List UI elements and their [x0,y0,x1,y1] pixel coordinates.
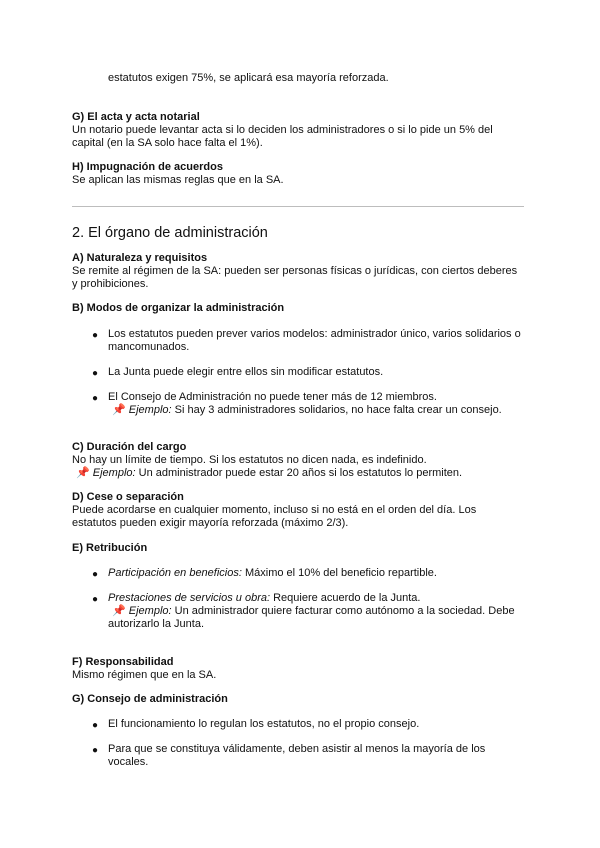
section-text-cese: Puede acordarse en cualquier momento, incluso si no está en el orden del día. Los estatutos pueden exigir mayoría reforzada (máximo 2/3). [72,504,477,529]
list-item [108,592,420,605]
example-text: Un administrador quiere facturar como autónomo a la sociedad. Debe autorizarlo la Junta. [108,605,515,630]
bullet-icon: ● [92,594,99,605]
section-heading-retribucion: E) Retribución [72,542,148,554]
list-item: El Consejo de Administración no puede tener más de 12 miembros. [108,391,437,403]
section-divider [72,206,524,207]
section-heading-modos: B) Modos de organizar la administración [72,302,285,314]
list-item: El funcionamiento lo regulan los estatutos, no el propio consejo. [108,718,420,730]
section-text-duracion: No hay un límite de tiempo. Si los estatutos no dicen nada, es indefinido. [72,454,427,466]
example-label: Ejemplo: [92,467,136,479]
section-heading-responsabilidad: F) Responsabilidad [72,656,174,668]
bullet-icon: ● [92,393,99,404]
example-line [108,605,526,631]
example-text: Si hay 3 administradores solidarios, no hace falta crear un consejo. [171,404,502,416]
list-item-text: Requiere acuerdo de la Junta. [270,592,421,604]
list-item-label: Participación en beneficios: [108,567,242,579]
list-item: Los estatutos pueden prever varios modelos: administrador único, varios solidarios o mancomunados. [108,328,521,353]
section-heading-naturaleza: A) Naturaleza y requisitos [72,252,208,264]
bullet-icon: ● [92,745,99,756]
list-item-text: Máximo el 10% del beneficio repartible. [241,567,437,579]
list-item: Para que se constituya válidamente, deben asistir al menos la mayoría de los vocales. [108,743,486,768]
section-heading-cese: D) Cese o separación [72,491,184,503]
section-text-naturaleza: Se remite al régimen de la SA: pueden ser personas físicas o jurídicas, con ciertos deberes y prohibiciones. [72,265,518,290]
section-text-acta: Un notario puede levantar acta si lo deciden los administradores o si lo pide un 5% del capital (en la SA solo hace falta el 1%). [72,124,493,149]
bullet-icon: ● [92,720,99,731]
continuation-text: estatutos exigen 75%, se aplicará esa mayoría reforzada. [108,72,389,84]
list-item [108,567,437,580]
chapter-title: 2. El órgano de administración [72,225,268,241]
bullet-icon: ● [92,330,99,341]
pushpin-icon: 📌 [76,467,90,479]
section-text-responsabilidad: Mismo régimen que en la SA. [72,669,217,681]
bullet-icon: ● [92,368,99,379]
section-text-impugnacion: Se aplican las mismas reglas que en la SA. [72,174,284,186]
section-heading-duracion: C) Duración del cargo [72,441,187,453]
example-line [112,404,502,417]
example-line [76,467,462,480]
example-text: Un administrador puede estar 20 años si los estatutos lo permiten. [135,467,463,479]
pushpin-icon: 📌 [112,404,126,416]
pushpin-icon: 📌 [112,605,126,617]
list-item: La Junta puede elegir entre ellos sin modificar estatutos. [108,366,384,378]
example-label: Ejemplo: [128,605,172,617]
section-heading-acta: G) El acta y acta notarial [72,111,200,123]
bullet-icon: ● [92,569,99,580]
list-item-label: Prestaciones de servicios u obra: [108,592,271,604]
example-label: Ejemplo: [128,404,172,416]
section-heading-impugnacion: H) Impugnación de acuerdos [72,161,223,173]
section-heading-consejo: G) Consejo de administración [72,693,228,705]
